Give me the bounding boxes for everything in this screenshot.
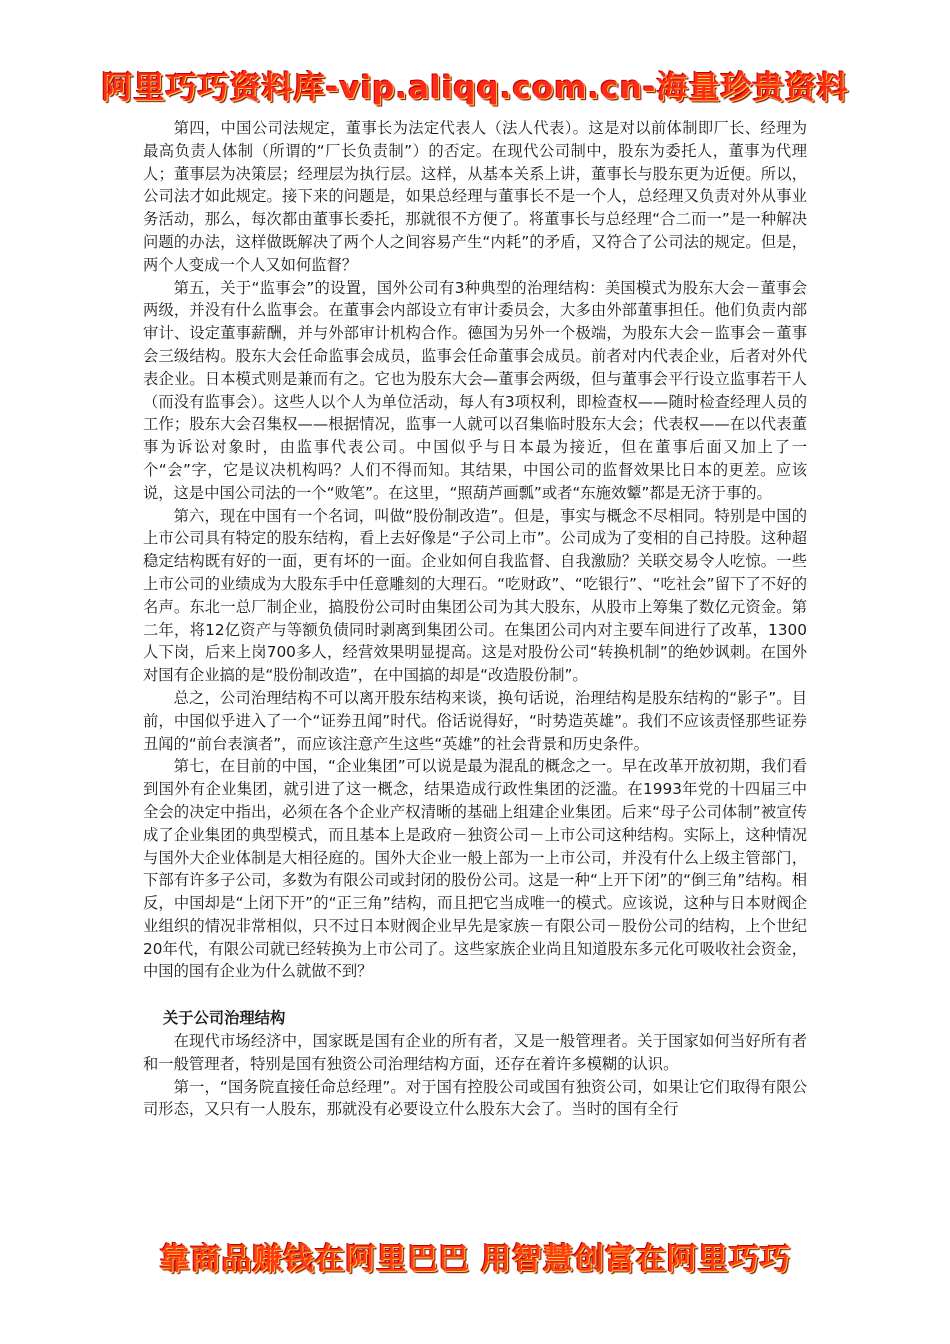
paragraph-summary: 总之，公司治理结构不可以离开股东结构来谈，换句话说，治理结构是股东结构的“影子”。目前，中国似乎进入了一个“证券丑闻”时代。俗话说得好，“时势造英雄”。我们不应该责怪那些证券丑闻的“前台表演者”，而应该注意产生这些“英雄”的社会背景和历史条件。 (143, 688, 807, 753)
paragraph-fifth: 第五，关于“监事会”的设置，国外公司有3种典型的治理结构：美国模式为股东大会－董事会两级，并没有什么监事会。在董事会内部设立有审计委员会，大多由外部董事担任。他们负责内部审计、设定董事薪酬，并与外部审计机构合作。德国为另外一个极端，为股东大会－监事会－董事会三级结构。股东大会任命监事会成员，监事会任命董事会成员。前者对内代表企业，后者对外代表企业。日本模式则是兼而有之。它也为股东大会—董事会两级，但与董事会平行设立监事若干人（而没有监事会）。这些人以个人为单位活动，每人有3项权利，即检查权——随时检查经理人员的工作；股东大会召集权——根据情况，监事一人就可以召集临时股东大会；代表权——在以代表董事为诉讼对象时，由监事代表公司。中国似乎与日本最为接近，但在董事后面又加上了一个“会”字，它是议决机构吗？人们不得而知。其结果，中国公司的监督效果比日本的更差。应该说，这是中国公司法的一个“败笔”。在这里，“照葫芦画瓢”或者“东施效颦”都是无济于事的。 (143, 278, 807, 502)
section-paragraph-first: 第一，“国务院直接任命总经理”。对于国有控股公司或国有独资公司，如果让它们取得有限公司形态，又只有一人股东，那就没有必要设立什么股东大会了。当时的国有全行 (143, 1077, 807, 1119)
paragraph-seventh: 第七，在目前的中国，“企业集团”可以说是最为混乱的概念之一。早在改革开放初期，我们看到国外有企业集团，就引进了这一概念，结果造成行政性集团的泛滥。在1993年党的十四届三中全会的决定中指出，必须在各个企业产权清晰的基础上组建企业集团。后来“母子公司体制”被宣传成了企业集团的典型模式，而且基本上是政府－独资公司－上市公司这种结构。实际上，这种情况与国外大企业体制是大相径庭的。国外大企业一般上部为一上市公司，并没有什么上级主管部门，下部有许多子公司，多数为有限公司或封闭的股份公司。这是一种“上开下闭”的“倒三角”结构。相反，中国却是“上闭下开”的“正三角”结构，而且把它当成唯一的模式。应该说，这种与日本财阀企业组织的情况非常相似，只不过日本财阀企业早先是家族－有限公司－股份公司的结构，上个世纪20年代，有限公司就已经转换为上市公司了。这些家族企业尚且知道股东多元化可吸收社会资金，中国的国有企业为什么就做不到？ (143, 757, 807, 981)
section-heading: 关于公司治理结构 (162, 1009, 286, 1028)
section-paragraph-intro: 在现代市场经济中，国家既是国有企业的所有者，又是一般管理者。关于国家如何当好所有者和一般管理者，特别是国有独资公司治理结构方面，还存在着许多模糊的认识。 (143, 1032, 807, 1073)
paragraph-sixth: 第六，现在中国有一个名词，叫做“股份制改造”。但是，事实与概念不尽相同。特别是中国的上市公司具有特定的股东结构，看上去好像是“子公司上市”。公司成为了变相的自己持股。这种超稳定结构既有好的一面，更有坏的一面。企业如何自我监督、自我激励？关联交易令人吃惊。一些上市公司的业绩成为大股东手中任意雕刻的大理石。“吃财政”、“吃银行”、“吃社会”留下了不好的名声。东北一总厂制企业，搞股份公司时由集团公司为其大股东，从股市上筹集了数亿元资金。第二年，将12亿资产与等额负债同时剥离到集团公司。在集团公司内对主要车间进行了改革，1300人下岗，后来上岗700多人，经营效果明显提高。这是对股份公司“转换机制”的绝妙讽刺。在国外对国有企业搞的是“股份制改造”，在中国搞的却是“改造股份制”。 (143, 506, 807, 685)
document-body (143, 117, 807, 1121)
footer-banner: 靠商品赚钱在阿里巴巴 用智慧创富在阿里巧巧 (159, 1242, 791, 1277)
header-banner: 阿里巧巧资料库-vip.aliqq.com.cn-海量珍贵资料 (101, 70, 849, 106)
paragraph-fourth: 第四，中国公司法规定，董事长为法定代表人（法人代表）。这是对以前体制即厂长、经理为最高负责人体制（所谓的“厂长负责制”）的否定。在现代公司制中，股东为委托人，董事为代理人；董事层为决策层；经理层为执行层。这样，从基本关系上讲，董事长与股东更为近便。所以，公司法才如此规定。接下来的问题是，如果总经理与董事长不是一个人，总经理又负责对外从事业务活动，那么，每次都由董事长委托，那就很不方便了。将董事长与总经理“合二而一”是一种解决问题的办法，这样做既解决了两个人之间容易产生“内耗”的矛盾，又符合了公司法的规定。但是，两个人变成一个人又如何监督？ (143, 119, 807, 274)
